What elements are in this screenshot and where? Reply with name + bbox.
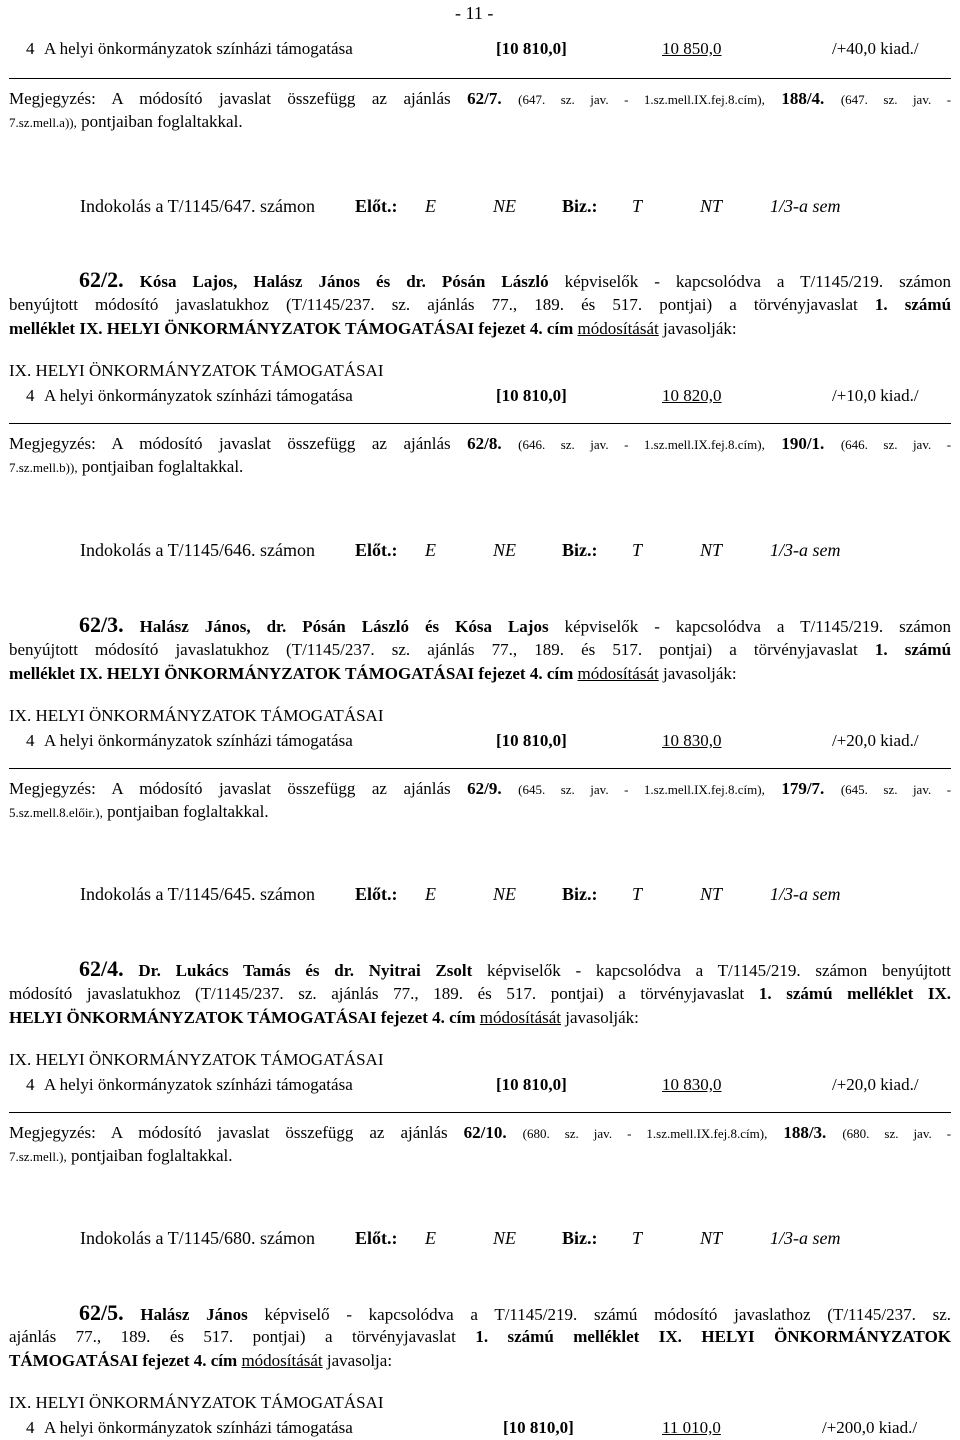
budget-row-old: [10 810,0] <box>496 731 567 750</box>
budget-row-label: A helyi önkormányzatok színházi támogatása <box>44 1075 353 1094</box>
elot-label: Előt.: <box>355 540 398 560</box>
vote-nt: NT <box>700 196 723 216</box>
budget-row-old: [10 810,0] <box>496 1075 567 1094</box>
proposal-line-1: 62/3. Halász János, dr. Pósán László és Kósa Lajos képviselők - kapcsolódva a T/1145/219. számon <box>79 612 952 637</box>
separator-line <box>9 78 951 79</box>
vote-ne: NE <box>493 196 517 216</box>
vote-t: T <box>632 540 643 560</box>
budget-row-label: A helyi önkormányzatok színházi támogatása <box>44 731 353 750</box>
separator-line <box>9 1112 951 1113</box>
note-line-1: Megjegyzés: A módosító javaslat összefügg az ajánlás 62/8. (646. sz. jav. - 1.sz.mell.IX.fej.8.cím), 190/1. (646. sz. jav. - <box>9 434 952 453</box>
separator-line <box>9 768 951 769</box>
proposal-number: 62/5. <box>79 1300 124 1325</box>
vote-e: E <box>425 540 436 560</box>
vote-e: E <box>425 884 436 904</box>
vote-e: E <box>425 196 436 216</box>
proposal-line-2: ajánlás 77., 189. és 517. pontjai) a törvényjavaslat 1. számú melléklet IX. HELYI ÖNKORMÁNYZATOK <box>9 1327 952 1346</box>
chapter-heading: IX. HELYI ÖNKORMÁNYZATOK TÁMOGATÁSAI <box>9 1050 384 1069</box>
vote-third: 1/3-a sem <box>770 884 841 904</box>
proposal-line-1: 62/4. Dr. Lukács Tamás és dr. Nyitrai Zsolt képviselők - kapcsolódva a T/1145/219. számon benyújtott <box>79 956 951 981</box>
budget-row-new: 11 010,0 <box>662 1418 721 1437</box>
elot-label: Előt.: <box>355 196 398 216</box>
biz-label: Biz.: <box>562 1228 598 1248</box>
note-line-1: Megjegyzés: A módosító javaslat összefügg az ajánlás 62/10. (680. sz. jav. - 1.sz.mell.IX.fej.8.cím), 188/3. (680. sz. jav. - <box>9 1123 952 1142</box>
budget-row-delta: /+10,0 kiad./ <box>832 386 919 405</box>
note-line-1: Megjegyzés: A módosító javaslat összefügg az ajánlás 62/9. (645. sz. jav. - 1.sz.mell.IX.fej.8.cím), 179/7. (645. sz. jav. - <box>9 779 952 798</box>
budget-row-num: 4 <box>26 1418 35 1437</box>
indokolas-label: Indokolás a T/1145/647. számon <box>80 196 315 216</box>
proposal-line-2: benyújtott módosító javaslatukhoz (T/1145/237. sz. ajánlás 77., 189. és 517. pontjai) a törvényjavaslat 1. számú <box>9 295 952 314</box>
budget-row-old: [10 810,0] <box>496 386 567 405</box>
proposal-number: 62/2. <box>79 267 124 292</box>
budget-row-new: 10 830,0 <box>662 1075 722 1094</box>
budget-row-new: 10 830,0 <box>662 731 722 750</box>
indokolas-label: Indokolás a T/1145/645. számon <box>80 884 315 904</box>
vote-nt: NT <box>700 540 723 560</box>
vote-ne: NE <box>493 884 517 904</box>
note-line-2: 7.sz.mell.), pontjaiban foglaltakkal. <box>9 1146 233 1165</box>
note-line-2: 5.sz.mell.8.előir.), pontjaiban foglaltakkal. <box>9 802 269 821</box>
budget-row-delta: /+200,0 kiad./ <box>822 1418 918 1437</box>
elot-label: Előt.: <box>355 1228 398 1248</box>
note-line-1: Megjegyzés: A módosító javaslat összefügg az ajánlás 62/7. (647. sz. jav. - 1.sz.mell.IX.fej.8.cím), 188/4. (647. sz. jav. - <box>9 89 952 108</box>
chapter-heading: IX. HELYI ÖNKORMÁNYZATOK TÁMOGATÁSAI <box>9 361 384 380</box>
proposal-line-3: HELYI ÖNKORMÁNYZATOK TÁMOGATÁSAI fejezet 4. cím módosítását javasolják: <box>9 1008 639 1027</box>
vote-t: T <box>632 1228 643 1248</box>
vote-ne: NE <box>493 540 517 560</box>
vote-third: 1/3-a sem <box>770 1228 841 1248</box>
biz-label: Biz.: <box>562 540 598 560</box>
indokolas-label: Indokolás a T/1145/680. számon <box>80 1228 315 1248</box>
budget-row-label: A helyi önkormányzatok színházi támogatása <box>44 39 353 58</box>
note-line-2: 7.sz.mell.b)), pontjaiban foglaltakkal. <box>9 457 244 476</box>
proposal-line-3: TÁMOGATÁSAI fejezet 4. cím módosítását javasolja: <box>9 1351 393 1370</box>
proposal-line-2: módosító javaslatukhoz (T/1145/237. sz. ajánlás 77., 189. és 517. pontjai) a törvényjavaslat 1. számú melléklet IX. <box>9 984 951 1003</box>
elot-label: Előt.: <box>355 884 398 904</box>
chapter-heading: IX. HELYI ÖNKORMÁNYZATOK TÁMOGATÁSAI <box>9 1393 384 1412</box>
proposal-line-3: melléklet IX. HELYI ÖNKORMÁNYZATOK TÁMOGATÁSAI fejezet 4. cím módosítását javasolják: <box>9 319 737 338</box>
proposal-line-3: melléklet IX. HELYI ÖNKORMÁNYZATOK TÁMOGATÁSAI fejezet 4. cím módosítását javasolják: <box>9 664 737 683</box>
page-number: - 11 - <box>455 3 494 23</box>
budget-row-old: [10 810,0] <box>496 39 567 58</box>
budget-row-new: 10 820,0 <box>662 386 722 405</box>
budget-row-delta: /+20,0 kiad./ <box>832 1075 919 1094</box>
budget-row-delta: /+20,0 kiad./ <box>832 731 919 750</box>
vote-nt: NT <box>700 1228 723 1248</box>
separator-line <box>9 423 951 424</box>
proposal-line-1: 62/2. Kósa Lajos, Halász János és dr. Pósán László képviselők - kapcsolódva a T/1145/219. számon <box>79 267 952 292</box>
proposal-number: 62/4. <box>79 956 124 981</box>
budget-row-label: A helyi önkormányzatok színházi támogatása <box>44 1418 353 1437</box>
proposal-number: 62/3. <box>79 612 124 637</box>
budget-row-old: [10 810,0] <box>503 1418 574 1437</box>
vote-ne: NE <box>493 1228 517 1248</box>
budget-row-num: 4 <box>26 386 35 405</box>
indokolas-label: Indokolás a T/1145/646. számon <box>80 540 315 560</box>
vote-third: 1/3-a sem <box>770 196 841 216</box>
budget-row-num: 4 <box>26 731 35 750</box>
budget-row-new: 10 850,0 <box>662 39 722 58</box>
biz-label: Biz.: <box>562 884 598 904</box>
vote-t: T <box>632 884 643 904</box>
chapter-heading: IX. HELYI ÖNKORMÁNYZATOK TÁMOGATÁSAI <box>9 706 384 725</box>
proposal-line-2: benyújtott módosító javaslatukhoz (T/1145/237. sz. ajánlás 77., 189. és 517. pontjai) a törvényjavaslat 1. számú <box>9 640 952 659</box>
proposal-line-1: 62/5. Halász János képviselő - kapcsolódva a T/1145/219. számú módosító javaslathoz (T/1145/237. sz. <box>79 1300 952 1325</box>
vote-t: T <box>632 196 643 216</box>
budget-row-num: 4 <box>26 1075 35 1094</box>
budget-row-label: A helyi önkormányzatok színházi támogatása <box>44 386 353 405</box>
vote-third: 1/3-a sem <box>770 540 841 560</box>
vote-nt: NT <box>700 884 723 904</box>
vote-e: E <box>425 1228 436 1248</box>
budget-row-delta: /+40,0 kiad./ <box>832 39 919 58</box>
budget-row-num: 4 <box>26 39 35 58</box>
note-line-2: 7.sz.mell.a)), pontjaiban foglaltakkal. <box>9 112 243 131</box>
biz-label: Biz.: <box>562 196 598 216</box>
